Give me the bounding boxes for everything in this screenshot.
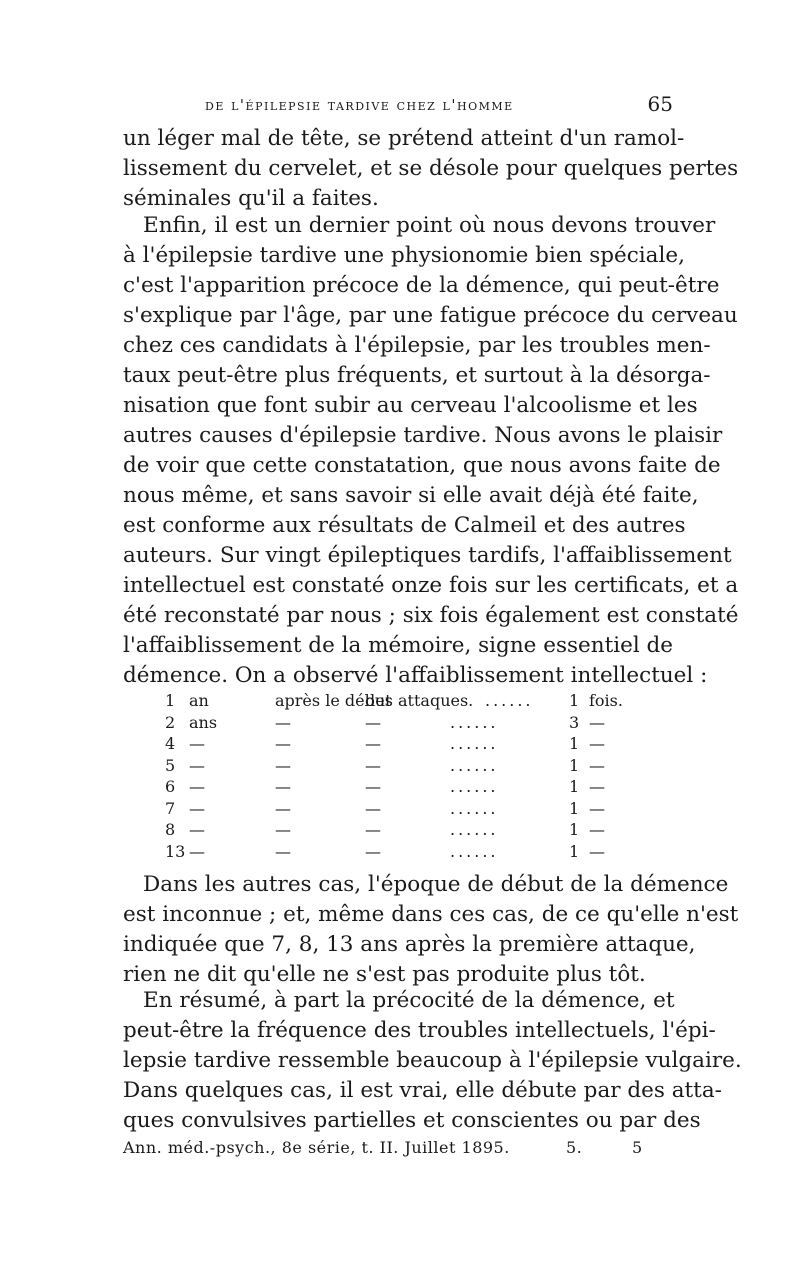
ditto-mark: — [365,820,381,839]
years-value: 6 [165,777,176,796]
table-row [165,841,675,863]
ditto-mark: — [275,755,291,775]
text-line: peut-être la fréquence des troubles intellectuels, l'épi- [123,1018,716,1043]
ditto-mark: — [365,777,381,796]
text-line: intellectuel est constaté onze fois sur les certificats, et a [123,573,739,598]
text-line: taux peut-être plus fréquents, et surtout à la désorga- [123,363,711,388]
ditto-mark: — [365,755,381,775]
years-value: 8 [165,820,176,839]
ditto-mark: — [189,841,205,861]
table-row [165,733,675,755]
text-line: ques convulsives partielles et conscientes ou par des [123,1108,701,1133]
case-count: 1 [569,691,580,710]
leader-dots: ...... [450,820,499,839]
table-row [165,776,675,798]
years-value: 7 [165,798,176,818]
case-count: 3 [569,712,580,732]
leader-dots: ...... [450,777,499,796]
text-line: un léger mal de tête, se prétend atteint d'un ramol- [123,126,685,151]
text-line: lepsie tardive ressemble beaucoup à l'épilepsie vulgaire. [123,1048,742,1073]
leader-dots: ...... [450,841,499,861]
text-line: rien ne dit qu'elle ne s'est pas produite plus tôt. [123,962,646,987]
ditto-mark: — [589,798,605,818]
case-count: 1 [569,820,580,839]
text-line: Dans les autres cas, l'époque de début de la démence [143,872,729,897]
text-line: En résumé, à part la précocité de la démence, et [143,988,675,1013]
text-line: à l'épilepsie tardive une physionomie bien spéciale, [123,243,685,268]
leader-dots: ...... [485,691,534,710]
ditto-mark: — [189,755,205,775]
ditto-mark: — [189,820,205,839]
table-row [165,712,675,734]
ditto-mark: — [589,755,605,775]
journal-citation: Ann. méd.-psych., 8e série, t. II. Juillet 1895. [123,1138,510,1157]
ditto-mark: — [365,712,381,732]
text-line: chez ces candidats à l'épilepsie, par les troubles men- [123,333,711,358]
case-count: 1 [569,841,580,861]
case-count: 1 [569,777,580,796]
table-row [165,755,675,777]
running-head-title: de l'épilepsie tardive chez l'homme [205,96,514,114]
case-count: 1 [569,734,580,753]
signature-mark: 5 [632,1138,643,1157]
text-line: auteurs. Sur vingt épileptiques tardifs, l'affaiblissement [123,543,732,568]
leader-dots: ...... [450,734,499,753]
years-value: 1 [165,691,176,710]
running-head [123,92,673,118]
text-line: indiquée que 7, 8, 13 ans après la première attaque, [123,932,696,957]
text-line: été reconstaté par nous ; six fois également est constaté [123,603,739,628]
table-row [165,798,675,820]
page-number: 65 [647,92,673,116]
leader-dots: ...... [450,755,499,775]
leader-dots: ...... [450,798,499,818]
ditto-mark: — [275,712,291,732]
text-line: l'affaiblissement de la mémoire, signe essentiel de [123,633,674,658]
leader-dots: ...... [450,712,499,732]
paragraph-3 [123,870,739,990]
phrase-part-1: après le début [275,691,392,710]
case-count: 1 [569,798,580,818]
ditto-mark: — [589,777,605,796]
ditto-mark: — [189,734,205,753]
ditto-mark: — [275,820,291,839]
ditto-mark: — [589,841,605,861]
years-value: 2 [165,712,176,732]
text-line: c'est l'apparition précoce de la démence, qui peut-être [123,273,720,298]
case-count: 1 [569,755,580,775]
paragraph-1 [123,124,739,214]
ditto-mark: — [589,820,605,839]
dementia-onset-table [165,690,675,862]
table-row [165,690,675,712]
phrase-part-2: des attaques. [365,691,474,710]
paragraph-2 [123,211,739,691]
ditto-mark: — [189,777,205,796]
ditto-mark: — [275,798,291,818]
ditto-mark: — [365,841,381,861]
years-unit: an [189,691,209,710]
text-line: démence. On a observé l'affaiblissement intellectuel : [123,663,708,688]
years-unit: ans [189,712,218,732]
text-line: lissement du cervelet, et se désole pour quelques pertes [123,156,739,181]
ditto-mark: — [189,798,205,818]
ditto-mark: — [365,734,381,753]
ditto-mark: — [275,841,291,861]
ditto-mark: — [275,734,291,753]
years-value: 5 [165,755,176,775]
table-row [165,819,675,841]
text-line: autres causes d'épilepsie tardive. Nous avons le plaisir [123,423,723,448]
ditto-mark: — [275,777,291,796]
text-line: nous même, et sans savoir si elle avait déjà été faite, [123,483,699,508]
text-line: est inconnue ; et, même dans ces cas, de ce qu'elle n'est [123,902,739,927]
years-value: 4 [165,734,176,753]
text-line: de voir que cette constatation, que nous avons faite de [123,453,721,478]
paragraph-4 [123,986,742,1136]
ditto-mark: — [365,798,381,818]
text-line: est conforme aux résultats de Calmeil et des autres [123,513,686,538]
years-value: 13 [165,841,186,861]
count-unit: fois. [589,691,623,710]
ditto-mark: — [589,734,605,753]
text-line: séminales qu'il a faites. [123,186,379,211]
signature-mark: 5. [566,1138,583,1157]
text-line: s'explique par l'âge, par une fatigue précoce du cerveau [123,303,738,328]
text-line: Enfin, il est un dernier point où nous devons trouver [143,213,716,238]
text-line: Dans quelques cas, il est vrai, elle débute par des atta- [123,1078,722,1103]
ditto-mark: — [589,712,605,732]
text-line: nisation que font subir au cerveau l'alcoolisme et les [123,393,698,418]
